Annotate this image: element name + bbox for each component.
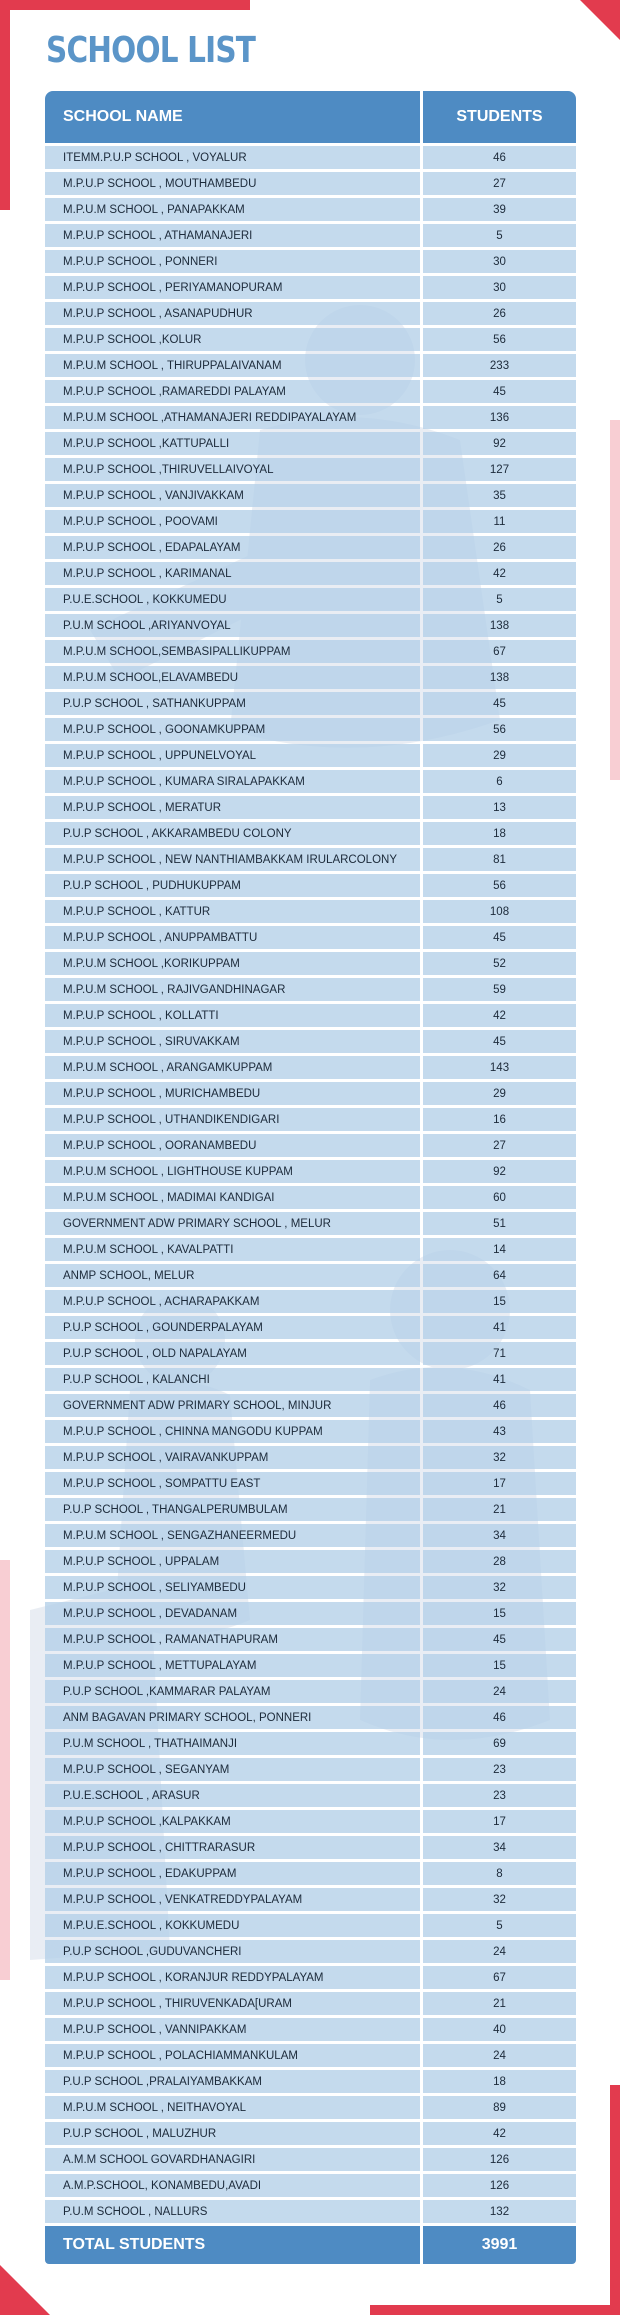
table-row bbox=[45, 380, 576, 403]
student-count-cell: 64 bbox=[423, 1264, 576, 1287]
table-row bbox=[45, 588, 576, 611]
table-row bbox=[45, 1914, 576, 1937]
school-name-cell: M.P.U.P SCHOOL , SEGANYAM bbox=[45, 1758, 420, 1781]
school-name-cell: P.U.P SCHOOL , PUDHUKUPPAM bbox=[45, 874, 420, 897]
school-name-cell: M.P.U.P SCHOOL , MERATUR bbox=[45, 796, 420, 819]
student-count-cell: 41 bbox=[423, 1368, 576, 1391]
school-name-cell: M.P.U.P SCHOOL , GOONAMKUPPAM bbox=[45, 718, 420, 741]
table-row bbox=[45, 1004, 576, 1027]
school-name-cell: M.P.U.P SCHOOL , KARIMANAL bbox=[45, 562, 420, 585]
table-row bbox=[45, 2070, 576, 2093]
table-row bbox=[45, 822, 576, 845]
student-count-cell: 17 bbox=[423, 1472, 576, 1495]
student-count-cell: 67 bbox=[423, 1966, 576, 1989]
table-row bbox=[45, 770, 576, 793]
student-count-cell: 56 bbox=[423, 328, 576, 351]
table-row bbox=[45, 1862, 576, 1885]
student-count-cell: 27 bbox=[423, 1134, 576, 1157]
table-row bbox=[45, 1992, 576, 2015]
student-count-cell: 18 bbox=[423, 822, 576, 845]
table-row bbox=[45, 1394, 576, 1417]
school-name-cell: ANM BAGAVAN PRIMARY SCHOOL, PONNERI bbox=[45, 1706, 420, 1729]
school-name-cell: P.U.P SCHOOL , MALUZHUR bbox=[45, 2122, 420, 2145]
student-count-cell: 15 bbox=[423, 1602, 576, 1625]
student-count-cell: 51 bbox=[423, 1212, 576, 1235]
student-count-cell: 30 bbox=[423, 250, 576, 273]
table-row bbox=[45, 1810, 576, 1833]
school-name-cell: M.P.U.P SCHOOL ,THIRUVELLAIVOYAL bbox=[45, 458, 420, 481]
school-name-cell: M.P.U.P SCHOOL ,KOLUR bbox=[45, 328, 420, 351]
school-name-cell: M.P.U.P SCHOOL , EDAPALAYAM bbox=[45, 536, 420, 559]
student-count-cell: 42 bbox=[423, 1004, 576, 1027]
school-name-cell: M.P.U.P SCHOOL ,KATTUPALLI bbox=[45, 432, 420, 455]
table-row bbox=[45, 1264, 576, 1287]
student-count-cell: 67 bbox=[423, 640, 576, 663]
student-count-cell: 92 bbox=[423, 1160, 576, 1183]
school-name-cell: M.P.U.P SCHOOL , VANNIPAKKAM bbox=[45, 2018, 420, 2041]
table-row bbox=[45, 1108, 576, 1131]
school-name-cell: M.P.U.P SCHOOL , POOVAMI bbox=[45, 510, 420, 533]
table-row bbox=[45, 2200, 576, 2223]
school-name-cell: M.P.U.E.SCHOOL , KOKKUMEDU bbox=[45, 1914, 420, 1937]
school-name-cell: P.U.M SCHOOL , NALLURS bbox=[45, 2200, 420, 2223]
school-name-cell: M.P.U.P SCHOOL , VANJIVAKKAM bbox=[45, 484, 420, 507]
student-count-cell: 23 bbox=[423, 1758, 576, 1781]
school-name-cell: M.P.U.P SCHOOL ,RAMAREDDI PALAYAM bbox=[45, 380, 420, 403]
corner-accent-top-left bbox=[0, 0, 250, 10]
school-name-cell: M.P.U.P SCHOOL , MOUTHAMBEDU bbox=[45, 172, 420, 195]
student-count-cell: 56 bbox=[423, 874, 576, 897]
school-name-cell: P.U.E.SCHOOL , ARASUR bbox=[45, 1784, 420, 1807]
student-count-cell: 13 bbox=[423, 796, 576, 819]
table-row bbox=[45, 796, 576, 819]
student-count-cell: 11 bbox=[423, 510, 576, 533]
school-name-cell: M.P.U.P SCHOOL , KATTUR bbox=[45, 900, 420, 923]
student-count-cell: 143 bbox=[423, 1056, 576, 1079]
school-name-cell: M.P.U.P SCHOOL , CHITTRARASUR bbox=[45, 1836, 420, 1859]
table-row bbox=[45, 1628, 576, 1651]
student-count-cell: 81 bbox=[423, 848, 576, 871]
table-row bbox=[45, 1420, 576, 1443]
school-name-cell: GOVERNMENT ADW PRIMARY SCHOOL, MINJUR bbox=[45, 1394, 420, 1417]
table-row bbox=[45, 562, 576, 585]
school-name-cell: M.P.U.P SCHOOL , EDAKUPPAM bbox=[45, 1862, 420, 1885]
table-header bbox=[45, 91, 576, 143]
school-name-cell: M.P.U.P SCHOOL , SIRUVAKKAM bbox=[45, 1030, 420, 1053]
table-row bbox=[45, 1498, 576, 1521]
school-name-cell: P.U.P SCHOOL , THANGALPERUMBULAM bbox=[45, 1498, 420, 1521]
student-count-cell: 39 bbox=[423, 198, 576, 221]
table-row bbox=[45, 1186, 576, 1209]
school-name-cell: M.P.U.P SCHOOL , ATHAMANAJERI bbox=[45, 224, 420, 247]
student-count-cell: 136 bbox=[423, 406, 576, 429]
student-count-cell: 126 bbox=[423, 2148, 576, 2171]
corner-accent-bottom-left bbox=[0, 2265, 50, 2315]
table-row bbox=[45, 900, 576, 923]
table-footer bbox=[45, 2226, 576, 2264]
table-row bbox=[45, 1342, 576, 1365]
school-name-cell: A.M.M SCHOOL GOVARDHANAGIRI bbox=[45, 2148, 420, 2171]
table-row bbox=[45, 1966, 576, 1989]
school-name-cell: P.U.P SCHOOL ,KAMMARAR PALAYAM bbox=[45, 1680, 420, 1703]
table-row bbox=[45, 1290, 576, 1313]
table-row bbox=[45, 1238, 576, 1261]
school-name-cell: M.P.U.P SCHOOL , RAMANATHAPURAM bbox=[45, 1628, 420, 1651]
student-count-cell: 34 bbox=[423, 1836, 576, 1859]
school-name-cell: M.P.U.P SCHOOL , KORANJUR REDDYPALAYAM bbox=[45, 1966, 420, 1989]
school-name-cell: P.U.P SCHOOL ,GUDUVANCHERI bbox=[45, 1940, 420, 1963]
table-row bbox=[45, 146, 576, 169]
school-name-cell: M.P.U.P SCHOOL , VAIRAVANKUPPAM bbox=[45, 1446, 420, 1469]
student-count-cell: 5 bbox=[423, 588, 576, 611]
table-row bbox=[45, 1524, 576, 1547]
student-count-cell: 8 bbox=[423, 1862, 576, 1885]
school-table bbox=[45, 91, 576, 2264]
student-count-cell: 23 bbox=[423, 1784, 576, 1807]
school-name-cell: M.P.U.P SCHOOL , KOLLATTI bbox=[45, 1004, 420, 1027]
student-count-cell: 233 bbox=[423, 354, 576, 377]
school-name-cell: M.P.U.P SCHOOL , SELIYAMBEDU bbox=[45, 1576, 420, 1599]
school-name-cell: M.P.U.P SCHOOL , ACHARAPAKKAM bbox=[45, 1290, 420, 1313]
student-count-cell: 71 bbox=[423, 1342, 576, 1365]
table-row bbox=[45, 432, 576, 455]
table-row bbox=[45, 874, 576, 897]
student-count-cell: 138 bbox=[423, 614, 576, 637]
school-name-cell: P.U.P SCHOOL , OLD NAPALAYAM bbox=[45, 1342, 420, 1365]
table-row bbox=[45, 1758, 576, 1781]
student-count-cell: 46 bbox=[423, 1706, 576, 1729]
table-row bbox=[45, 1576, 576, 1599]
table-row bbox=[45, 1212, 576, 1235]
table-row bbox=[45, 1316, 576, 1339]
student-count-cell: 46 bbox=[423, 146, 576, 169]
table-row bbox=[45, 1368, 576, 1391]
table-row bbox=[45, 302, 576, 325]
school-name-cell: P.U.P SCHOOL , KALANCHI bbox=[45, 1368, 420, 1391]
student-count-cell: 138 bbox=[423, 666, 576, 689]
table-row bbox=[45, 1654, 576, 1677]
table-row bbox=[45, 952, 576, 975]
school-name-cell: M.P.U.P SCHOOL , PERIYAMANOPURAM bbox=[45, 276, 420, 299]
student-count-cell: 127 bbox=[423, 458, 576, 481]
student-count-cell: 46 bbox=[423, 1394, 576, 1417]
student-count-cell: 15 bbox=[423, 1290, 576, 1313]
table-row bbox=[45, 2044, 576, 2067]
school-name-cell: M.P.U.M SCHOOL , PANAPAKKAM bbox=[45, 198, 420, 221]
student-count-cell: 24 bbox=[423, 2044, 576, 2067]
student-count-cell: 26 bbox=[423, 536, 576, 559]
school-name-cell: M.P.U.M SCHOOL,SEMBASIPALLIKUPPAM bbox=[45, 640, 420, 663]
student-count-cell: 32 bbox=[423, 1888, 576, 1911]
school-name-cell: M.P.U.P SCHOOL , THIRUVENKADA[URAM bbox=[45, 1992, 420, 2015]
table-row bbox=[45, 2148, 576, 2171]
table-row bbox=[45, 718, 576, 741]
student-count-cell: 42 bbox=[423, 562, 576, 585]
school-name-cell: P.U.M SCHOOL ,ARIYANVOYAL bbox=[45, 614, 420, 637]
table-row bbox=[45, 250, 576, 273]
school-name-cell: M.P.U.P SCHOOL , SOMPATTU EAST bbox=[45, 1472, 420, 1495]
school-name-cell: ANMP SCHOOL, MELUR bbox=[45, 1264, 420, 1287]
student-count-cell: 5 bbox=[423, 224, 576, 247]
table-row bbox=[45, 1784, 576, 1807]
table-row bbox=[45, 1836, 576, 1859]
table-row bbox=[45, 2122, 576, 2145]
table-row bbox=[45, 848, 576, 871]
school-name-cell: M.P.U.P SCHOOL , PONNERI bbox=[45, 250, 420, 273]
student-count-cell: 132 bbox=[423, 2200, 576, 2223]
school-name-cell: P.U.P SCHOOL , SATHANKUPPAM bbox=[45, 692, 420, 715]
student-count-cell: 32 bbox=[423, 1446, 576, 1469]
table-row bbox=[45, 1082, 576, 1105]
school-name-cell: P.U.E.SCHOOL , KOKKUMEDU bbox=[45, 588, 420, 611]
student-count-cell: 69 bbox=[423, 1732, 576, 1755]
school-name-cell: M.P.U.M SCHOOL,ELAVAMBEDU bbox=[45, 666, 420, 689]
student-count-cell: 21 bbox=[423, 1498, 576, 1521]
student-count-cell: 29 bbox=[423, 744, 576, 767]
side-strip-left bbox=[0, 1560, 10, 1980]
student-count-cell: 52 bbox=[423, 952, 576, 975]
student-count-cell: 59 bbox=[423, 978, 576, 1001]
table-row bbox=[45, 1550, 576, 1573]
school-name-cell: P.U.P SCHOOL , AKKARAMBEDU COLONY bbox=[45, 822, 420, 845]
table-row bbox=[45, 1056, 576, 1079]
school-name-cell: M.P.U.P SCHOOL , MURICHAMBEDU bbox=[45, 1082, 420, 1105]
table-body bbox=[45, 146, 576, 2223]
table-row bbox=[45, 172, 576, 195]
side-strip-right bbox=[610, 420, 620, 780]
corner-accent-top-right bbox=[580, 0, 620, 40]
table-row bbox=[45, 1706, 576, 1729]
student-count-cell: 32 bbox=[423, 1576, 576, 1599]
school-name-cell: M.P.U.P SCHOOL , ASANAPUDHUR bbox=[45, 302, 420, 325]
student-count-cell: 45 bbox=[423, 1628, 576, 1651]
school-name-cell: A.M.P.SCHOOL, KONAMBEDU,AVADI bbox=[45, 2174, 420, 2197]
school-name-cell: M.P.U.M SCHOOL , THIRUPPALAIVANAM bbox=[45, 354, 420, 377]
table-row bbox=[45, 1602, 576, 1625]
table-row bbox=[45, 276, 576, 299]
table-row bbox=[45, 354, 576, 377]
school-name-cell: P.U.P SCHOOL , GOUNDERPALAYAM bbox=[45, 1316, 420, 1339]
table-row bbox=[45, 1446, 576, 1469]
student-count-cell: 21 bbox=[423, 1992, 576, 2015]
student-count-cell: 30 bbox=[423, 276, 576, 299]
school-name-cell: GOVERNMENT ADW PRIMARY SCHOOL , MELUR bbox=[45, 1212, 420, 1235]
table-row bbox=[45, 614, 576, 637]
school-name-cell: M.P.U.M SCHOOL , KAVALPATTI bbox=[45, 1238, 420, 1261]
school-name-cell: M.P.U.M SCHOOL , MADIMAI KANDIGAI bbox=[45, 1186, 420, 1209]
school-name-cell: M.P.U.P SCHOOL , KUMARA SIRALAPAKKAM bbox=[45, 770, 420, 793]
student-count-cell: 108 bbox=[423, 900, 576, 923]
student-count-cell: 26 bbox=[423, 302, 576, 325]
student-count-cell: 14 bbox=[423, 1238, 576, 1261]
school-name-cell: M.P.U.P SCHOOL , NEW NANTHIAMBAKKAM IRULARCOLONY bbox=[45, 848, 420, 871]
page-title: SCHOOL LIST bbox=[46, 30, 256, 71]
school-name-cell: M.P.U.P SCHOOL , CHINNA MANGODU KUPPAM bbox=[45, 1420, 420, 1443]
school-name-cell: M.P.U.P SCHOOL , OORANAMBEDU bbox=[45, 1134, 420, 1157]
student-count-cell: 42 bbox=[423, 2122, 576, 2145]
student-count-cell: 92 bbox=[423, 432, 576, 455]
student-count-cell: 29 bbox=[423, 1082, 576, 1105]
table-row bbox=[45, 2174, 576, 2197]
table-row bbox=[45, 198, 576, 221]
table-row bbox=[45, 926, 576, 949]
table-row bbox=[45, 666, 576, 689]
school-name-cell: M.P.U.M SCHOOL , ARANGAMKUPPAM bbox=[45, 1056, 420, 1079]
table-row bbox=[45, 536, 576, 559]
school-name-cell: M.P.U.P SCHOOL , UPPUNELVOYAL bbox=[45, 744, 420, 767]
table-row bbox=[45, 1472, 576, 1495]
table-row bbox=[45, 1134, 576, 1157]
school-name-cell: M.P.U.P SCHOOL ,KALPAKKAM bbox=[45, 1810, 420, 1833]
student-count-cell: 35 bbox=[423, 484, 576, 507]
table-row bbox=[45, 1888, 576, 1911]
student-count-cell: 15 bbox=[423, 1654, 576, 1677]
table-row bbox=[45, 1940, 576, 1963]
table-row bbox=[45, 692, 576, 715]
student-count-cell: 89 bbox=[423, 2096, 576, 2119]
student-count-cell: 28 bbox=[423, 1550, 576, 1573]
student-count-cell: 18 bbox=[423, 2070, 576, 2093]
corner-accent-left bbox=[0, 0, 10, 210]
corner-accent-bottom-right bbox=[370, 2305, 620, 2315]
table-row bbox=[45, 328, 576, 351]
school-name-cell: M.P.U.P SCHOOL , METTUPALAYAM bbox=[45, 1654, 420, 1677]
school-name-cell: M.P.U.M SCHOOL , SENGAZHANEERMEDU bbox=[45, 1524, 420, 1547]
school-name-cell: M.P.U.M SCHOOL ,KORIKUPPAM bbox=[45, 952, 420, 975]
table-row bbox=[45, 406, 576, 429]
student-count-cell: 60 bbox=[423, 1186, 576, 1209]
table-row bbox=[45, 744, 576, 767]
student-count-cell: 43 bbox=[423, 1420, 576, 1443]
table-row bbox=[45, 1160, 576, 1183]
student-count-cell: 45 bbox=[423, 380, 576, 403]
student-count-cell: 126 bbox=[423, 2174, 576, 2197]
school-name-cell: P.U.M SCHOOL , THATHAIMANJI bbox=[45, 1732, 420, 1755]
student-count-cell: 45 bbox=[423, 692, 576, 715]
student-count-cell: 24 bbox=[423, 1940, 576, 1963]
school-name-cell: M.P.U.P SCHOOL , ANUPPAMBATTU bbox=[45, 926, 420, 949]
table-row bbox=[45, 1680, 576, 1703]
school-name-cell: M.P.U.M SCHOOL , LIGHTHOUSE KUPPAM bbox=[45, 1160, 420, 1183]
student-count-cell: 24 bbox=[423, 1680, 576, 1703]
table-row bbox=[45, 640, 576, 663]
total-value: 3991 bbox=[423, 2226, 576, 2264]
student-count-cell: 45 bbox=[423, 1030, 576, 1053]
school-name-cell: M.P.U.P SCHOOL , UPPALAM bbox=[45, 1550, 420, 1573]
table-row bbox=[45, 484, 576, 507]
student-count-cell: 6 bbox=[423, 770, 576, 793]
student-count-cell: 45 bbox=[423, 926, 576, 949]
school-name-cell: M.P.U.P SCHOOL , DEVADANAM bbox=[45, 1602, 420, 1625]
table-row bbox=[45, 510, 576, 533]
school-name-cell: M.P.U.P SCHOOL , POLACHIAMMANKULAM bbox=[45, 2044, 420, 2067]
table-row bbox=[45, 978, 576, 1001]
school-name-cell: M.P.U.M SCHOOL ,ATHAMANAJERI REDDIPAYALAYAM bbox=[45, 406, 420, 429]
school-name-cell: M.P.U.P SCHOOL , UTHANDIKENDIGARI bbox=[45, 1108, 420, 1131]
student-count-cell: 34 bbox=[423, 1524, 576, 1547]
school-name-cell: M.P.U.P SCHOOL , VENKATREDDYPALAYAM bbox=[45, 1888, 420, 1911]
column-header-school-name: SCHOOL NAME bbox=[45, 91, 420, 143]
school-name-cell: M.P.U.M SCHOOL , RAJIVGANDHINAGAR bbox=[45, 978, 420, 1001]
school-name-cell: ITEMM.P.U.P SCHOOL , VOYALUR bbox=[45, 146, 420, 169]
school-name-cell: M.P.U.M SCHOOL , NEITHAVOYAL bbox=[45, 2096, 420, 2119]
table-row bbox=[45, 2018, 576, 2041]
table-row bbox=[45, 1732, 576, 1755]
student-count-cell: 56 bbox=[423, 718, 576, 741]
table-row bbox=[45, 458, 576, 481]
corner-accent-right bbox=[610, 2085, 620, 2315]
student-count-cell: 16 bbox=[423, 1108, 576, 1131]
student-count-cell: 5 bbox=[423, 1914, 576, 1937]
column-header-students: STUDENTS bbox=[423, 91, 576, 143]
student-count-cell: 40 bbox=[423, 2018, 576, 2041]
table-row bbox=[45, 224, 576, 247]
table-row bbox=[45, 2096, 576, 2119]
student-count-cell: 17 bbox=[423, 1810, 576, 1833]
school-name-cell: P.U.P SCHOOL ,PRALAIYAMBAKKAM bbox=[45, 2070, 420, 2093]
student-count-cell: 27 bbox=[423, 172, 576, 195]
student-count-cell: 41 bbox=[423, 1316, 576, 1339]
table-row bbox=[45, 1030, 576, 1053]
total-label: TOTAL STUDENTS bbox=[45, 2226, 420, 2264]
